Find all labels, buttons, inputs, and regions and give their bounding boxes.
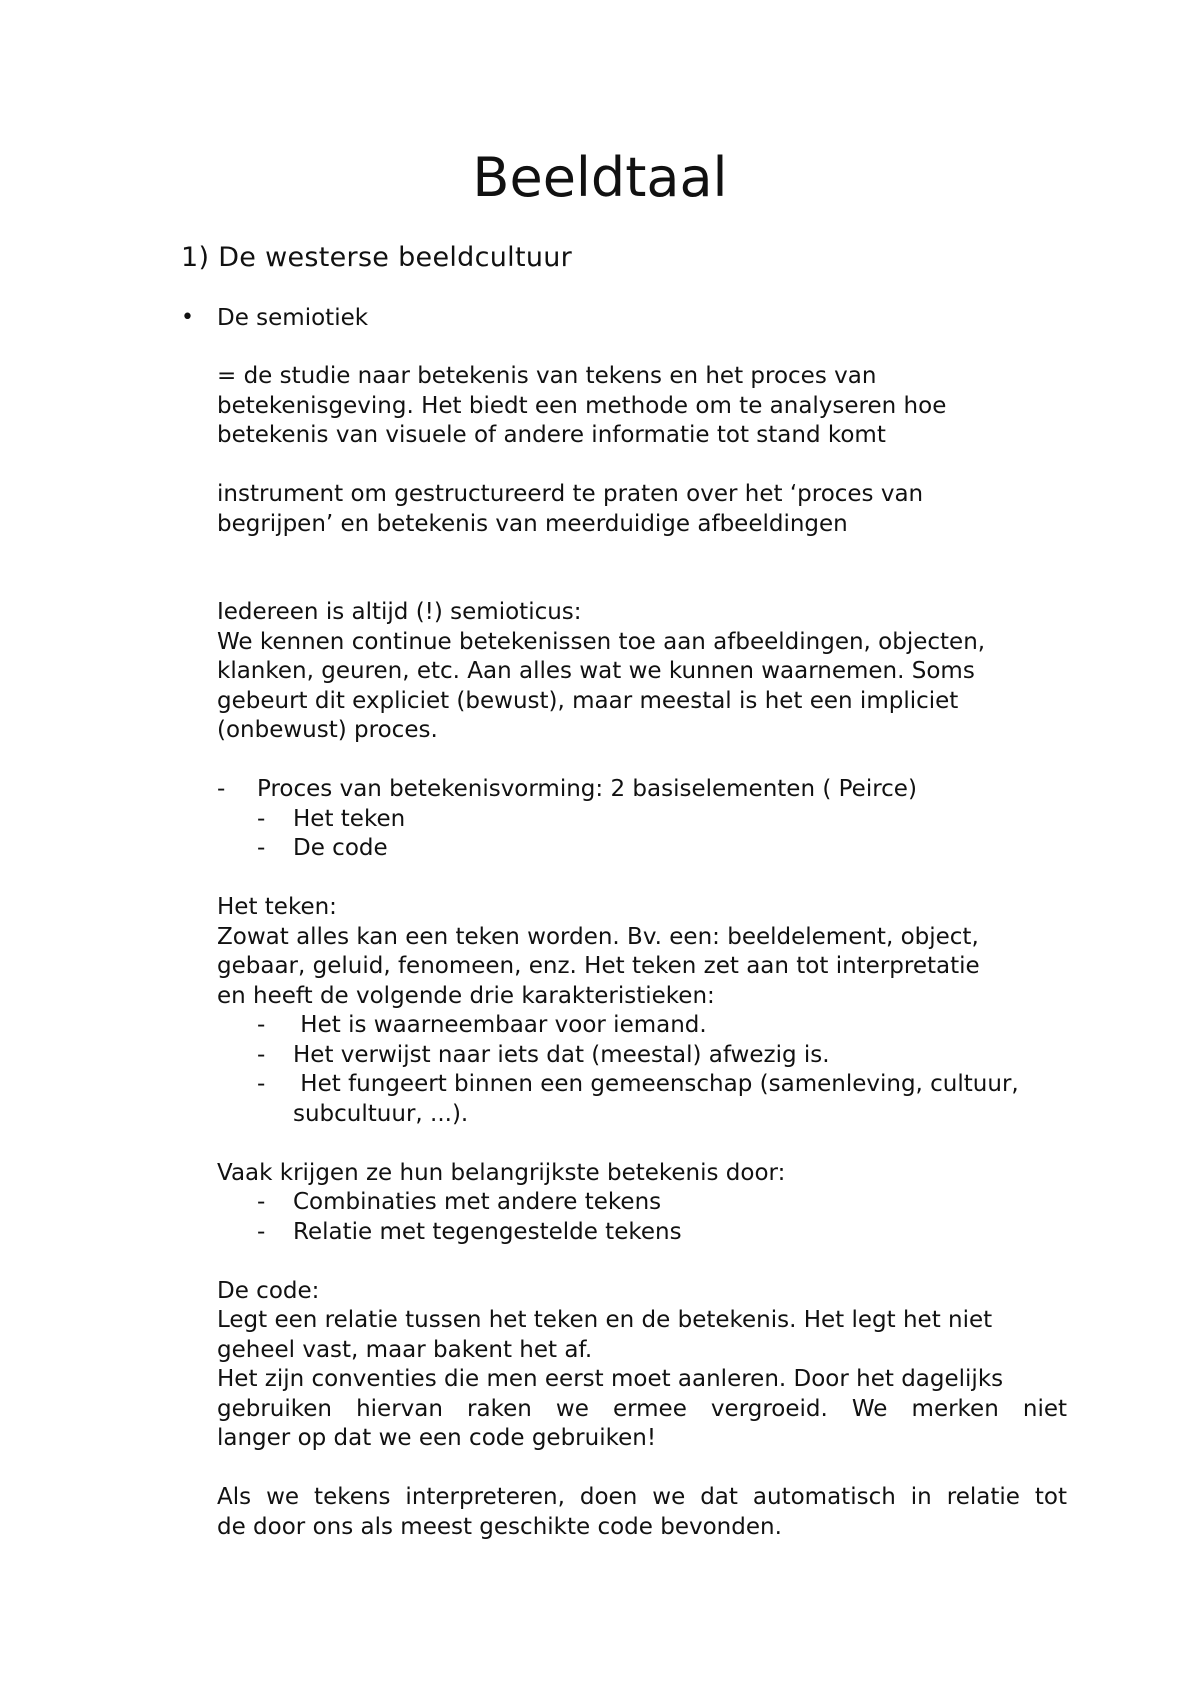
list-item [217,1218,1067,1248]
proces-sub-list [217,805,1067,864]
list-item [217,775,1067,805]
dash-marker: - [257,805,266,832]
dash-marker: - [257,1041,266,1068]
text-line: Het zijn conventies die men eerst moet aanleren. Door het dagelijks [217,1366,1004,1392]
list-item-text: Combinaties met andere tekens [293,1189,662,1215]
definition-paragraph [217,362,1067,451]
list-item [217,1188,1067,1218]
text-line: gebaar, geluid, fenomeen, enz. Het teken zet aan tot interpretatie [217,953,980,979]
list-item-text: subcultuur, ...). [293,1100,469,1127]
text-line: We kennen continue betekenissen toe aan afbeeldingen, objecten, [217,628,986,655]
document-title: Beeldtaal [472,146,728,209]
text-line: betekenis van visuele of andere informatie tot stand komt [217,422,886,448]
dash-marker: - [257,1218,266,1245]
teken-paragraph [217,893,1067,1011]
list-item-text: Het is waarneembaar voor iemand. [293,1012,707,1038]
text-line: (onbewust) proces. [217,717,438,743]
text-line: betekenisgeving. Het biedt een methode om te analyseren hoe [217,392,947,419]
dash-marker: - [257,1189,266,1215]
section-heading: 1) De westerse beeldcultuur [181,242,573,273]
dash-marker: - [257,1012,266,1038]
subheading: Vaak krijgen ze hun belangrijkste betekenis door: [217,1159,786,1186]
dash-marker: - [257,835,266,861]
list-item-text: Het teken [293,805,406,832]
subheading: Het teken: [217,894,337,920]
document-body [217,362,1067,1542]
text-line: langer op dat we een code gebruiken! [217,1425,657,1451]
semioticus-paragraph [217,598,1067,746]
list-item-text: De code [293,835,388,861]
bullet-text: De semiotiek [217,305,369,331]
dash-marker: - [257,1071,266,1097]
text-line: geheel vast, maar bakent het af. [217,1336,593,1363]
list-item [217,1011,1067,1041]
code-paragraph [217,1277,1067,1454]
subheading: De code: [217,1277,320,1304]
list-item-text: Proces van betekenisvorming: 2 basiselementen ( Peirce) [257,776,917,802]
conclusion-paragraph [217,1483,1067,1542]
text-line: klanken, geuren, etc. Aan alles wat we kunnen waarnemen. Soms [217,658,975,684]
bullet-icon: • [181,305,194,330]
text-line: en heeft de volgende drie karakteristieken: [217,982,715,1009]
proces-list [217,775,1067,805]
instrument-paragraph [217,480,1067,539]
list-item [217,1070,1067,1100]
text-line: Legt een relatie tussen het teken en de betekenis. Het legt het niet [217,1307,993,1333]
list-item-text: Het fungeert binnen een gemeenschap (samenleving, cultuur, [293,1071,1019,1097]
text-line: Iedereen is altijd (!) semioticus: [217,599,582,625]
list-item [217,834,1067,864]
text-line: de door ons als meest geschikte code bevonden. [217,1513,782,1540]
text-line: gebeurt dit expliciet (bewust), maar meestal is het een impliciet [217,687,959,714]
list-item-continuation [217,1100,1067,1130]
vaak-paragraph [217,1159,1067,1189]
teken-characteristics-list [217,1011,1067,1129]
dash-marker: - [217,776,226,802]
text-line: Zowat alles kan een teken worden. Bv. een: beeldelement, object, [217,923,979,950]
list-item-text: Het verwijst naar iets dat (meestal) afwezig is. [293,1041,830,1068]
list-item-text: Relatie met tegengestelde tekens [293,1218,682,1245]
text-line: begrijpen’ en betekenis van meerduidige afbeeldingen [217,510,848,537]
text-line: gebruiken hiervan raken we ermee vergroeid. We merken niet [217,1395,1067,1422]
list-item [217,1041,1067,1071]
text-line: instrument om gestructureerd te praten over het ‘proces van [217,481,924,507]
text-line: Als we tekens interpreteren, doen we dat automatisch in relatie tot [217,1484,1067,1510]
text-line: = de studie naar betekenis van tekens en het proces van [217,363,877,389]
list-item [217,805,1067,835]
vaak-list [217,1188,1067,1247]
